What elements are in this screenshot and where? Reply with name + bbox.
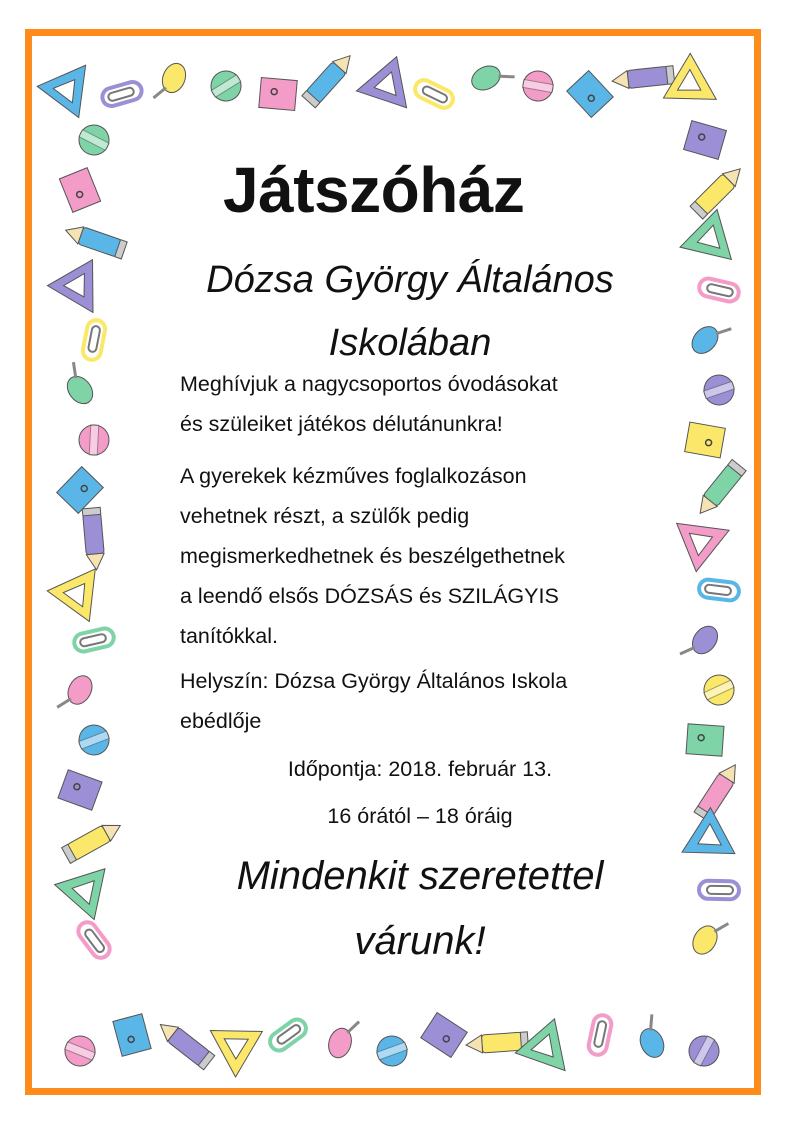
paragraph-line: vehetnek részt, a szülők pedig <box>180 504 470 528</box>
paragraph-line: A gyerekek kézműves foglalkozáson <box>180 464 527 488</box>
event-hours: 16 órától – 18 óráig <box>327 804 513 828</box>
paragraph-line: megismerkedhetnek és beszélgethetnek <box>180 544 565 568</box>
paragraph-line: Meghívjuk a nagycsoportos óvodásokat <box>180 372 558 396</box>
closing-line: Mindenkit szeretettel <box>236 854 604 898</box>
paragraph-line: a leendő elsős DÓZSÁS és SZILÁGYIS <box>180 584 559 608</box>
activities-paragraph <box>180 456 660 656</box>
closing-line: várunk! <box>354 919 486 963</box>
invitation-paragraph <box>180 364 660 444</box>
paragraph-line: tanítókkal. <box>180 624 278 648</box>
paragraph-line: ebédlője <box>180 709 262 733</box>
paragraph-line: és szüleiket játékos délutánunkra! <box>180 412 503 436</box>
paragraph-line: Helyszín: Dózsa György Általános Iskola <box>180 669 568 693</box>
flyer-title: Játszóház <box>223 154 525 226</box>
subtitle-line: Iskolában <box>328 322 492 364</box>
event-date: Időpontja: 2018. február 13. <box>287 757 553 781</box>
subtitle-line: Dózsa György Általános <box>206 259 614 301</box>
location-paragraph <box>180 661 660 741</box>
